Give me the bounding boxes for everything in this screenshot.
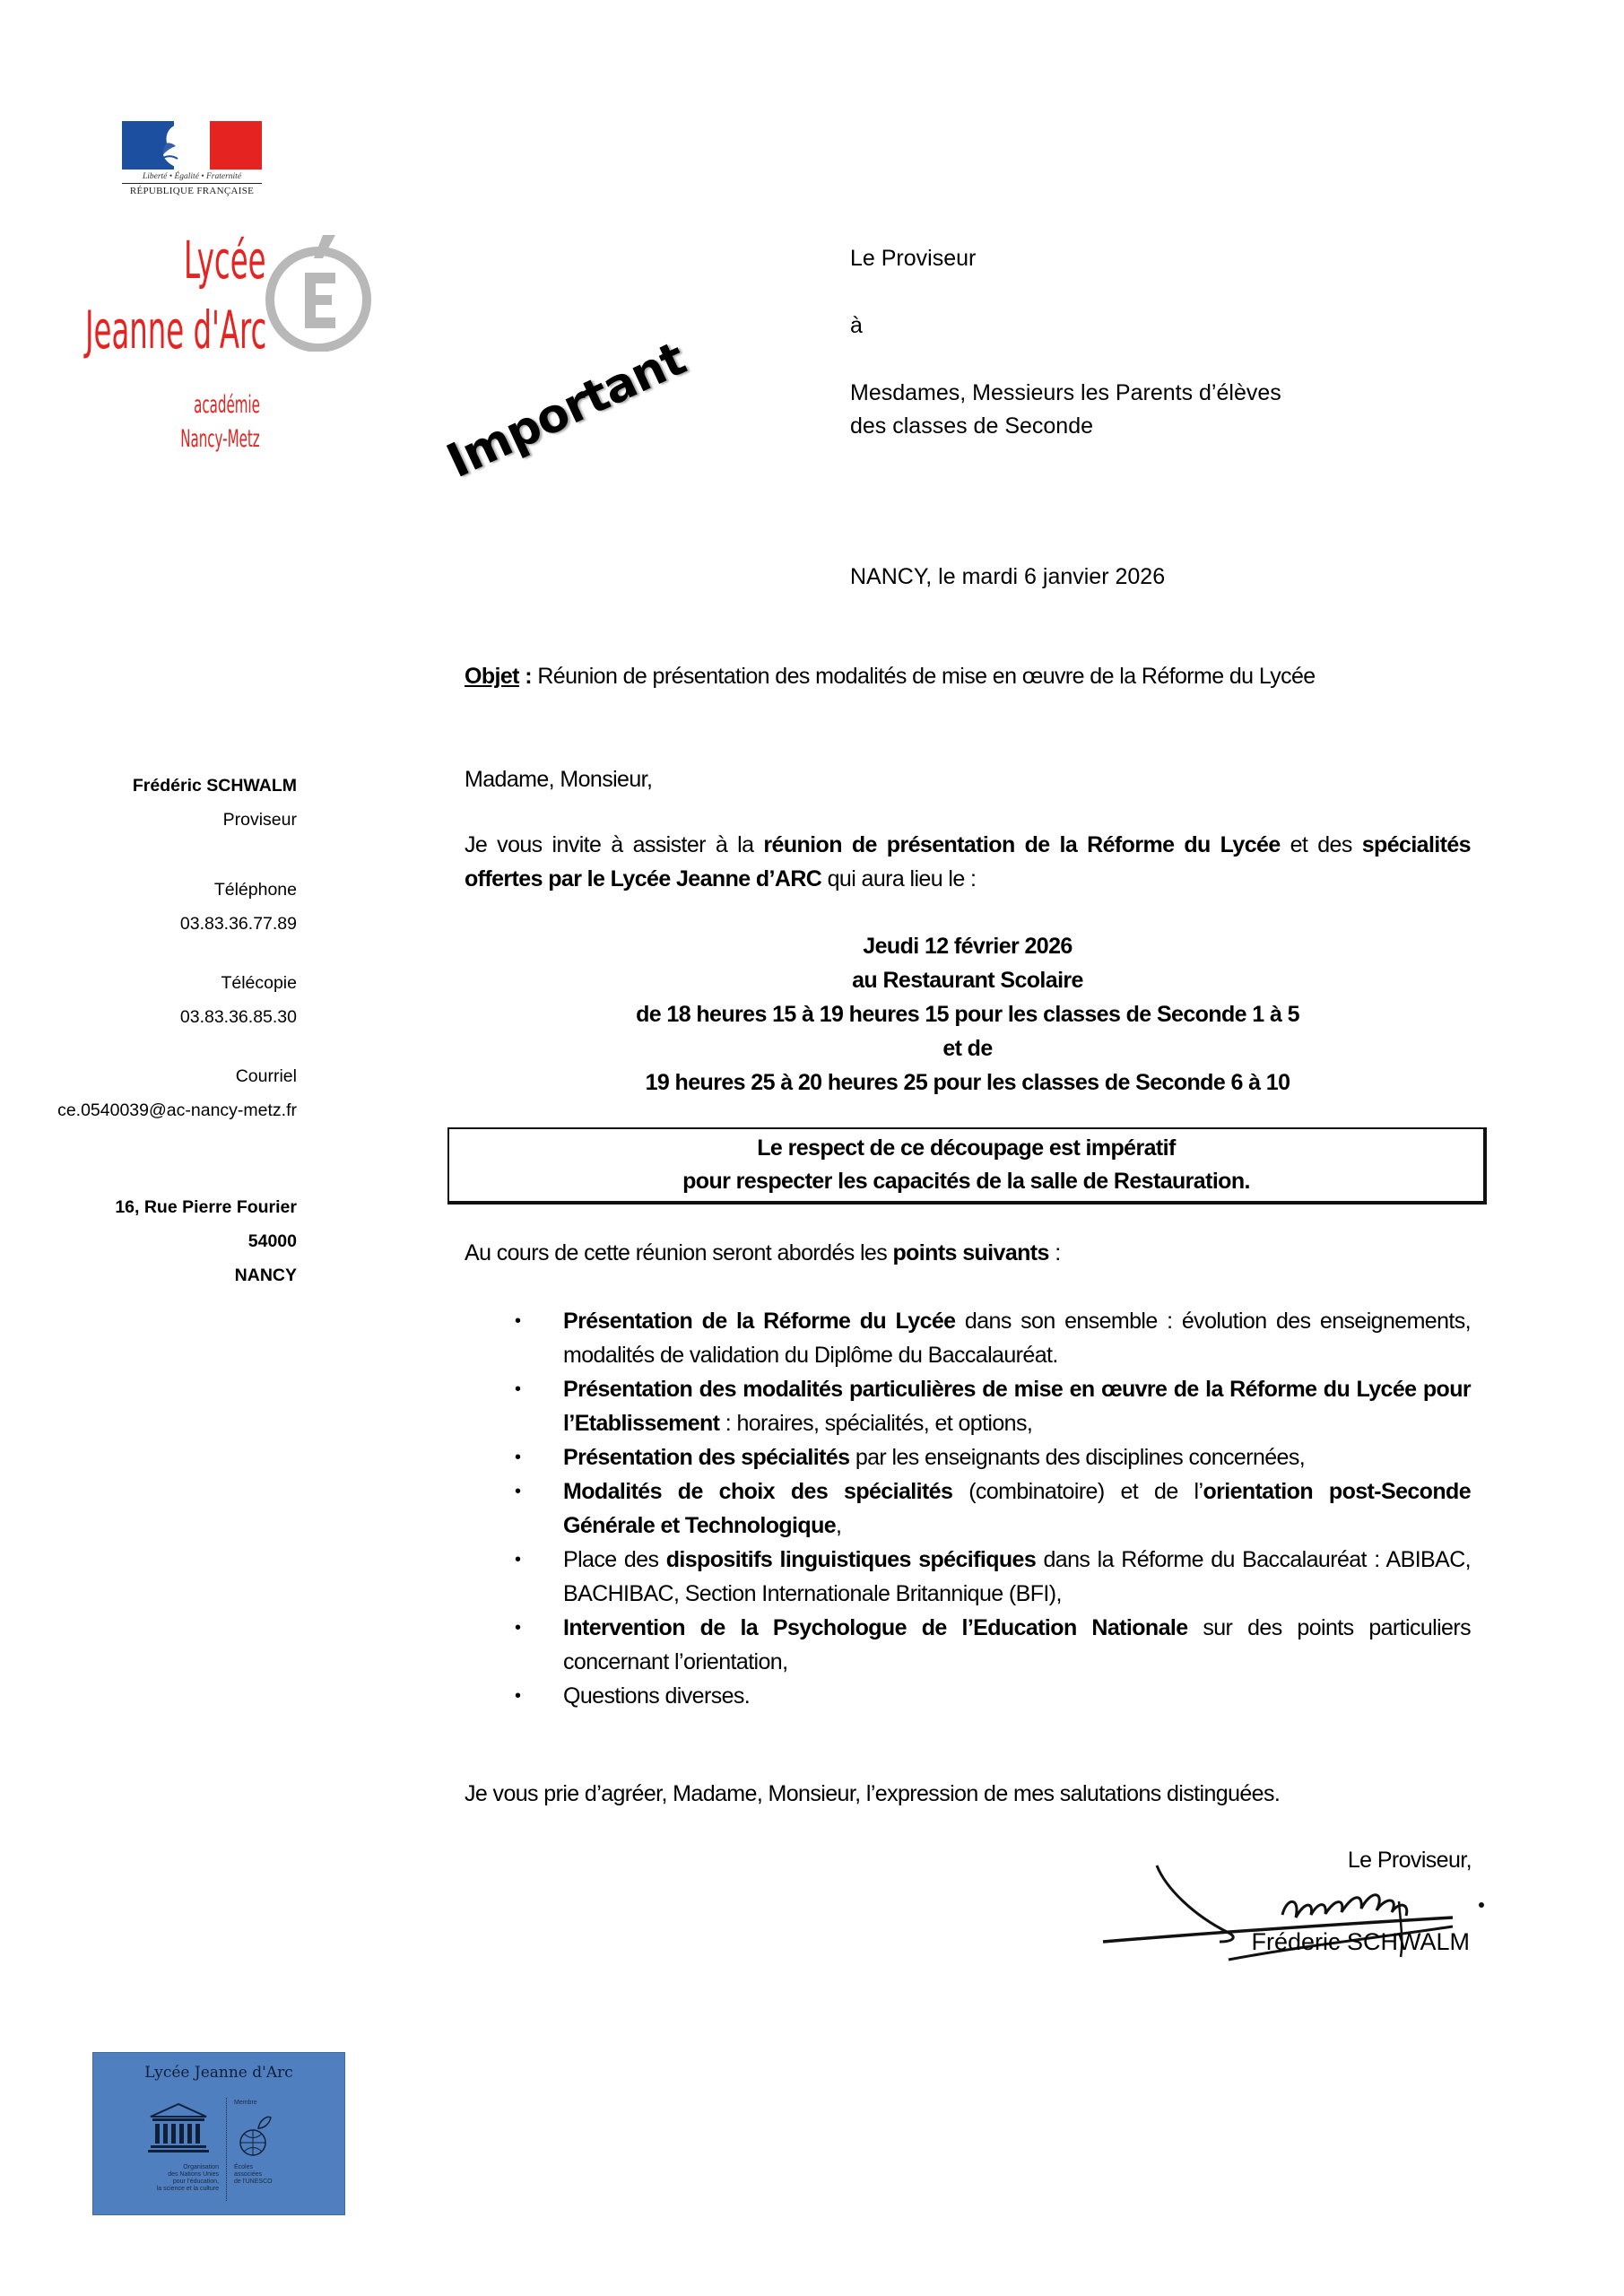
bullet-icon: • <box>515 1686 521 1706</box>
point-bold: dispositifs linguistiques spécifiques <box>665 1547 1037 1572</box>
point-item <box>465 1440 1471 1474</box>
signature-title: Le Proviseur, <box>1347 1848 1472 1873</box>
points-intro-colon: : <box>1048 1240 1061 1265</box>
salutation: Madame, Monsieur, <box>465 767 653 792</box>
subject-line <box>465 664 1316 690</box>
points-intro <box>465 1236 1471 1270</box>
bullet-icon: • <box>515 1311 521 1331</box>
republic-motto: Liberté • Égalité • Fraternité <box>122 172 262 184</box>
unesco-org-line: Organisation <box>183 2164 219 2170</box>
unesco-org-line: des Nations Unies <box>168 2171 219 2178</box>
sidebar-fax: 03.83.36.85.30 <box>179 1007 297 1027</box>
unesco-badge <box>92 2052 345 2215</box>
point-text: dans la Réforme du Baccalauréat : ABIBAC, BACHIBAC, Section Internationale Britannique (BFI), <box>563 1547 1471 1606</box>
school-logo-line2: Jeanne d'Arc <box>84 300 266 361</box>
recipient-line2: des classes de Seconde <box>850 413 1094 439</box>
bullet-icon: • <box>515 1448 521 1467</box>
point-item <box>465 1543 1471 1611</box>
intro-paragraph <box>465 828 1471 896</box>
sidebar-name: Frédéric SCHWALM <box>132 776 297 796</box>
sidebar-address-city: NANCY <box>234 1265 297 1285</box>
point-text: (combinatoire) et de l’ <box>952 1479 1203 1504</box>
school-logo-line1: Lycée <box>184 230 266 291</box>
point-item <box>465 1474 1471 1543</box>
event-slot-1: de 18 heures 15 à 19 heures 15 pour les classes de Seconde 1 à 5 <box>636 1002 1299 1027</box>
unesco-badge-title: Lycée Jeanne d'Arc <box>144 2064 293 2082</box>
bullet-icon: • <box>515 1618 521 1638</box>
point-item <box>465 1679 1471 1713</box>
point-bold: Présentation de la Réforme du Lycée <box>563 1309 956 1334</box>
point-bold: orientation post-Seconde Générale et Technologique <box>563 1479 1471 1538</box>
associated-schools-globe-icon <box>237 2114 273 2159</box>
unesco-divider <box>226 2098 227 2201</box>
intro-bold-1: réunion de présentation de la Réforme du Lycée <box>763 832 1281 857</box>
republique-francaise-logo <box>122 121 262 196</box>
school-logo-academie: académie <box>194 391 260 419</box>
school-logo-nancy-metz: Nancy-Metz <box>180 425 260 453</box>
point-item <box>465 1372 1471 1440</box>
bullet-icon: • <box>515 1482 521 1501</box>
point-text: : horaires, spécialités, et options, <box>719 1411 1033 1436</box>
point-bold: Présentation des spécialités <box>563 1445 850 1470</box>
unesco-org-text <box>157 2164 219 2193</box>
point-text: par les enseignants des disciplines concernées, <box>849 1445 1306 1470</box>
closing-formula: Je vous prie d’agréer, Madame, Monsieur, l’expression de mes salutations distinguées. <box>465 1781 1281 1806</box>
notice-line1: Le respect de ce découpage est impératif <box>757 1135 1176 1161</box>
sidebar-address-street: 16, Rue Pierre Fourier <box>115 1197 297 1217</box>
intro-text-3: qui aura lieu le : <box>821 866 977 891</box>
sidebar-role: Proviseur <box>222 810 297 830</box>
points-intro-text: Au cours de cette réunion seront abordés les <box>465 1240 893 1265</box>
marianne-flag-icon <box>122 121 262 170</box>
point-item <box>465 1304 1471 1372</box>
points-intro-bold: points suivants <box>892 1240 1049 1265</box>
intro-text-1: Je vous invite à assister à la <box>465 832 764 857</box>
to-word: à <box>850 313 863 338</box>
recipient-line1: Mesdames, Messieurs les Parents d’élèves <box>850 380 1281 405</box>
important-stamp: Important <box>439 332 694 489</box>
unesco-temple-icon <box>147 2102 210 2156</box>
subject-text: Réunion de présentation des modalités de mise en œuvre de la Réforme du Lycée <box>537 664 1316 689</box>
point-bold: Intervention de la Psychologue de l’Education Nationale <box>563 1615 1188 1640</box>
notice-line2: pour respecter les capacités de la salle de Restauration. <box>682 1169 1250 1194</box>
place-date: NANCY, le mardi 6 janvier 2026 <box>850 564 1166 589</box>
sidebar-fax-label: Télécopie <box>221 973 297 993</box>
point-bold: Modalités de choix des spécialités <box>563 1479 953 1504</box>
subject-separator: : <box>518 664 538 689</box>
event-connector: et de <box>942 1036 993 1061</box>
point-text: Questions diverses. <box>563 1683 751 1709</box>
point-bold: Présentation des modalités particulières de mise en œuvre de la Réforme du Lycée pour l’Etablissement <box>563 1377 1471 1436</box>
point-text: , <box>836 1513 842 1538</box>
sidebar-email-label: Courriel <box>235 1066 297 1086</box>
point-text: dans son ensemble : évolution des enseignements, modalités de validation du Diplôme du Baccalauréat. <box>563 1309 1471 1368</box>
bullet-icon: • <box>515 1550 521 1570</box>
event-date: Jeudi 12 février 2026 <box>863 934 1073 959</box>
intro-text-2: et des <box>1280 832 1362 857</box>
intro-bold-2: spécialités offertes par le Lycée Jeanne d’ARC <box>465 832 1471 891</box>
signature-name: Fréderic SCHWALM <box>1251 1928 1470 1955</box>
point-text: sur des points particuliers concernant l’orientation, <box>563 1615 1471 1674</box>
unesco-org-line: pour l'éducation, <box>172 2179 219 2185</box>
subject-label: Objet <box>465 664 519 689</box>
unesco-schools-line: Écoles <box>234 2164 254 2170</box>
education-e-emblem-icon <box>260 235 377 352</box>
sidebar-phone: 03.83.36.77.89 <box>179 914 297 934</box>
event-slot-2: 19 heures 25 à 20 heures 25 pour les classes de Seconde 6 à 10 <box>645 1070 1290 1095</box>
sidebar-address-zip: 54000 <box>248 1231 297 1251</box>
notice-box <box>447 1127 1487 1205</box>
sender: Le Proviseur <box>850 246 977 271</box>
sidebar-email[interactable]: ce.0540039@ac-nancy-metz.fr <box>57 1100 297 1120</box>
unesco-schools-line: associées <box>234 2171 263 2178</box>
points-list <box>465 1304 1471 1713</box>
sender-contact-sidebar <box>57 769 297 1292</box>
event-location: au Restaurant Scolaire <box>852 968 1083 993</box>
unesco-schools-text <box>234 2164 273 2186</box>
unesco-member-label: Membre <box>234 2100 257 2106</box>
sidebar-phone-label: Téléphone <box>213 880 297 900</box>
point-item <box>465 1611 1471 1679</box>
event-details <box>465 929 1471 1100</box>
point-text: Place des <box>563 1547 666 1572</box>
unesco-schools-line: de l'UNESCO <box>234 2179 273 2185</box>
bullet-icon: • <box>515 1379 521 1399</box>
unesco-org-line: la science et la culture <box>156 2186 219 2192</box>
republic-name: RÉPUBLIQUE FRANÇAISE <box>129 186 255 196</box>
